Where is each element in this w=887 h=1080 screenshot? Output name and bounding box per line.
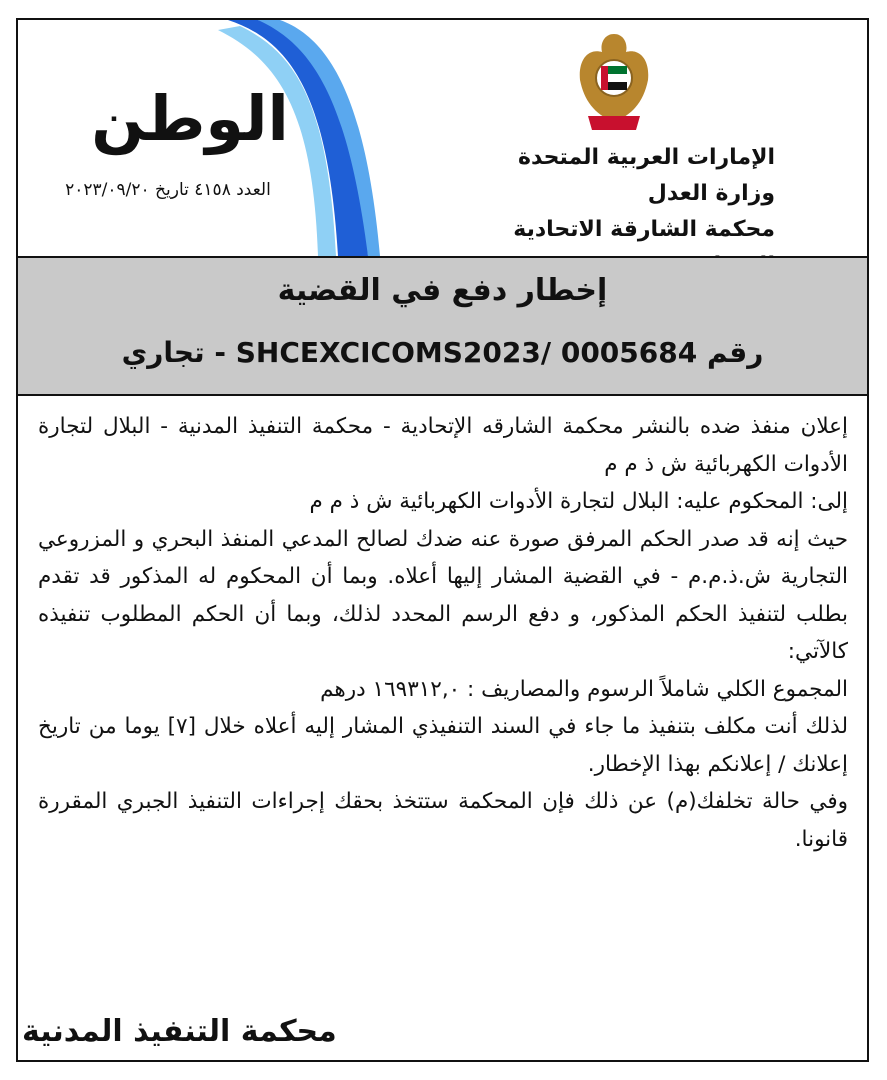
newspaper-masthead: الوطن bbox=[91, 82, 289, 155]
notice-title: إخطار دفع في القضية bbox=[277, 273, 608, 308]
notice-frame bbox=[16, 18, 869, 1062]
notice-header bbox=[18, 20, 867, 256]
case-number: رقم SHCEXCICOMS2023/ 0005684 - تجاري bbox=[121, 336, 764, 369]
flag-green-band bbox=[608, 66, 627, 74]
notice-title-band bbox=[18, 256, 867, 396]
emblem-ribbon bbox=[588, 116, 640, 130]
notice-body bbox=[38, 408, 848, 858]
uae-falcon-emblem-icon bbox=[574, 30, 654, 138]
issue-date-line: العدد ٤١٥٨ تاريخ ٢٠٢٣/٠٩/٢٠ bbox=[65, 180, 271, 200]
body-paragraph: إعلان منفذ ضده بالنشر محكمة الشارقه الإتحادية - محكمة التنفيذ المدنية - البلال لتجارة الأدوات الكهربائية ش ذ م م bbox=[38, 414, 848, 477]
body-paragraph: لذلك أنت مكلف بتنفيذ ما جاء في السند التنفيذي المشار إليه أعلاه خلال [٧] يوما من تاريخ إعلانك / إعلانكم بهذا الإخطار. bbox=[38, 714, 848, 777]
body-paragraph: وفي حالة تخلفك(م) عن ذلك فإن المحكمة ستتخذ بحقك إجراءات التنفيذ الجبري المقررة قانونا. bbox=[38, 789, 848, 852]
body-paragraph: حيث إنه قد صدر الحكم المرفق صورة عنه ضدك لصالح المدعي المنفذ البحري و المزروعي التجارية ش.ذ.م.م - في القضية المشار إليها أعلاه. وبما أن المحكوم له المذكور قد تقدم بطلب لتنفيذ الحكم المذكور، و دفع الرسم المحدد لذلك، وبما أن الحكم المطلوب تنفيذه كالآتي: bbox=[38, 526, 848, 664]
flag-white-band bbox=[608, 74, 627, 82]
notice-signature: محكمة التنفيذ المدنية bbox=[22, 1014, 337, 1049]
flag-black-band bbox=[608, 82, 627, 90]
body-paragraph: المجموع الكلي شاملاً الرسوم والمصاريف : ١٦٩٣١٢,٠ درهم bbox=[320, 676, 848, 702]
body-paragraph: إلى: المحكوم عليه: البلال لتجارة الأدوات الكهربائية ش ذ م م bbox=[309, 489, 848, 514]
country-name: الإمارات العربية المتحدة bbox=[517, 145, 775, 170]
ministry-name: وزارة العدل bbox=[647, 181, 775, 206]
court-name: محكمة الشارقة الاتحادية bbox=[513, 217, 775, 242]
flag-red-band bbox=[601, 66, 608, 90]
